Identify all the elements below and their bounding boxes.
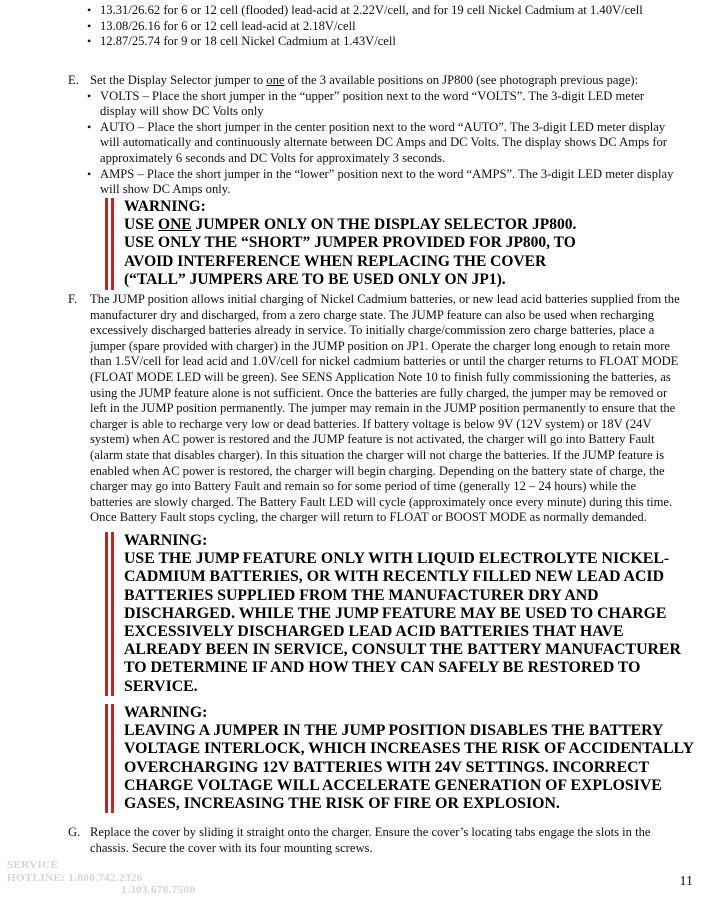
- page-number: 11: [679, 874, 693, 889]
- warning-text-part: JP800. USE ONLY THE “SHORT” JUMPER PROVIDED FOR JP800, TO AVOID INTERFERENCE WHEN REPLACING THE COVER (“TALL” JUMPERS ARE TO BE USED ONLY ON JP1).: [124, 216, 577, 289]
- warning-title: WARNING:: [124, 198, 206, 215]
- intro-text: of the 3 available positions on JP800 (see photograph previous page):: [284, 73, 639, 87]
- section-e: [68, 73, 680, 198]
- section-e-intro: [90, 73, 680, 89]
- section-letter: F.: [68, 292, 78, 306]
- warning-box-jump-feature: [105, 532, 684, 696]
- section-letter: G.: [68, 825, 81, 839]
- list-item: • 12.87/25.74 for 9 or 18 cell Nickel Cadmium at 1.43V/cell: [86, 34, 686, 50]
- section-g: [68, 825, 680, 856]
- list-item-amps: • AMPS – Place the short jumper in the “lower” position next to the word “AMPS”. The 3-digit LED meter display will show DC Amps only.: [86, 167, 680, 198]
- voltage-bullet-list: [86, 3, 686, 50]
- underlined-word: ONE: [158, 216, 192, 233]
- service-hotline: [7, 859, 195, 897]
- list-item: • 13.08/26.16 for 6 or 12 cell lead-acid at 2.18V/cell: [86, 19, 686, 35]
- warning-box-display-selector: [105, 198, 594, 290]
- secondary-phone: 1.303.678.7500: [121, 884, 196, 896]
- warning-text: LEAVING A JUMPER IN THE JUMP POSITION DISABLES THE BATTERY VOLTAGE INTERLOCK, WHICH INCREASES THE RISK OF ACCIDENTALLY OVERCHARGING 12V BATTERIES WITH 24V SETTINGS. INCORRECT CHARGE VOLTAGE WILL ACCELERATE GENERATION OF EXPLOSIVE GASES, INCREASING THE RISK OF FIRE OR EXPLOSION.: [124, 722, 694, 813]
- list-item-auto: • AUTO – Place the short jumper in the center position next to the word “AUTO”. The 3-digit LED meter display will automatically and continuously alternate between DC Amps and DC Volts. The display shows DC Amps for approximately 6 seconds and DC Volts for approximately 3 seconds.: [86, 120, 680, 167]
- display-mode-list: [86, 89, 680, 198]
- intro-text: Set the Display Selector jumper to: [90, 73, 267, 87]
- section-f-text: The JUMP position allows initial charging of Nickel Cadmium batteries, or new lead acid batteries supplied from the manufacturer dry and discharged, from a zero charge state. The JUMP feature can also be used when recharging excessively discharged batteries already in service. To initially charge/commission zero charge batteries, place a jumper (spare provided with charger) in the JUMP position on JP1. Operate the charger long enough to retain more than 1.5V/cell for lead acid and 1.0V/cell for nickel cadmium batteries or until the charger returns to FLOAT MODE (FLOAT MODE LED will be green). See SENS Application Note 10 to finish fully commissioning the batteries, as using the JUMP feature alone is not sufficient. Once the batteries are fully charged, the jumper may be removed or left in the JUMP position permanently. The jumper may remain in the JUMP position permanently to ensure that the charger is able to recharge very low or dead batteries. If battery voltage is below 9V (12V system) or 18V (24V system) when AC power is restored and the JUMP feature is not activated, the charger will go into Battery Fault (alarm state that disables charger). In this situation the charger will not charge the batteries. If the JUMP feature is enabled when AC power is restored, the charger will begin charging. Depending on the battery state of charge, the charger may go into Battery Fault and remain so for some period of time (generally 12 – 24 hours) while the batteries are slowly charged. The Battery Fault LED will cycle (approximately once every minute) during this time. Once Battery Fault stops cycling, the charger will return to FLOAT or BOOST MODE as normally demanded.: [90, 292, 680, 525]
- warning-text: USE THE JUMP FEATURE ONLY WITH LIQUID ELECTROLYTE NICKEL-CADMIUM BATTERIES, OR WITH RECENTLY FILLED NEW LEAD ACID BATTERIES SUPPLIED FROM THE MANUFACTURER DRY AND DISCHARGED. WHILE THE JUMP FEATURE MAY BE USED TO CHARGE EXCESSIVELY DISCHARGED LEAD ACID BATTERIES THAT HAVE ALREADY BEEN IN SERVICE, CONSULT THE BATTERY MANUFACTURER TO DETERMINE IF AND HOW THEY CAN SAFELY BE RESTORED TO SERVICE.: [124, 550, 681, 695]
- service-label: SERVICE: [7, 859, 59, 871]
- warning-title: WARNING:: [124, 704, 208, 721]
- warning-text-part: USE: [124, 216, 159, 233]
- section-g-text: Replace the cover by sliding it straight onto the charger. Ensure the cover’s locating tabs engage the slots in the chassis. Secure the cover with its four mounting screws.: [90, 825, 651, 855]
- warning-box-voltage-interlock: [105, 704, 694, 813]
- underlined-word: one: [266, 73, 285, 87]
- hotline-number: HOTLINE: 1.800.742.2326: [7, 871, 143, 884]
- list-item-volts: • VOLTS – Place the short jumper in the “upper” position next to the word “VOLTS”. The 3-digit LED meter display will show DC Volts only: [86, 89, 680, 120]
- section-letter: E.: [68, 73, 79, 87]
- warning-title: WARNING:: [124, 532, 208, 549]
- warning-text-part: JUMPER ONLY ON THE DISPLAY SELECTOR: [191, 216, 529, 233]
- warning-text: [124, 216, 594, 290]
- section-f: [68, 292, 680, 526]
- list-item: • 13.31/26.62 for 6 or 12 cell (flooded) lead-acid at 2.22V/cell, and for 19 cell Nickel Cadmium at 1.40V/cell: [86, 3, 686, 19]
